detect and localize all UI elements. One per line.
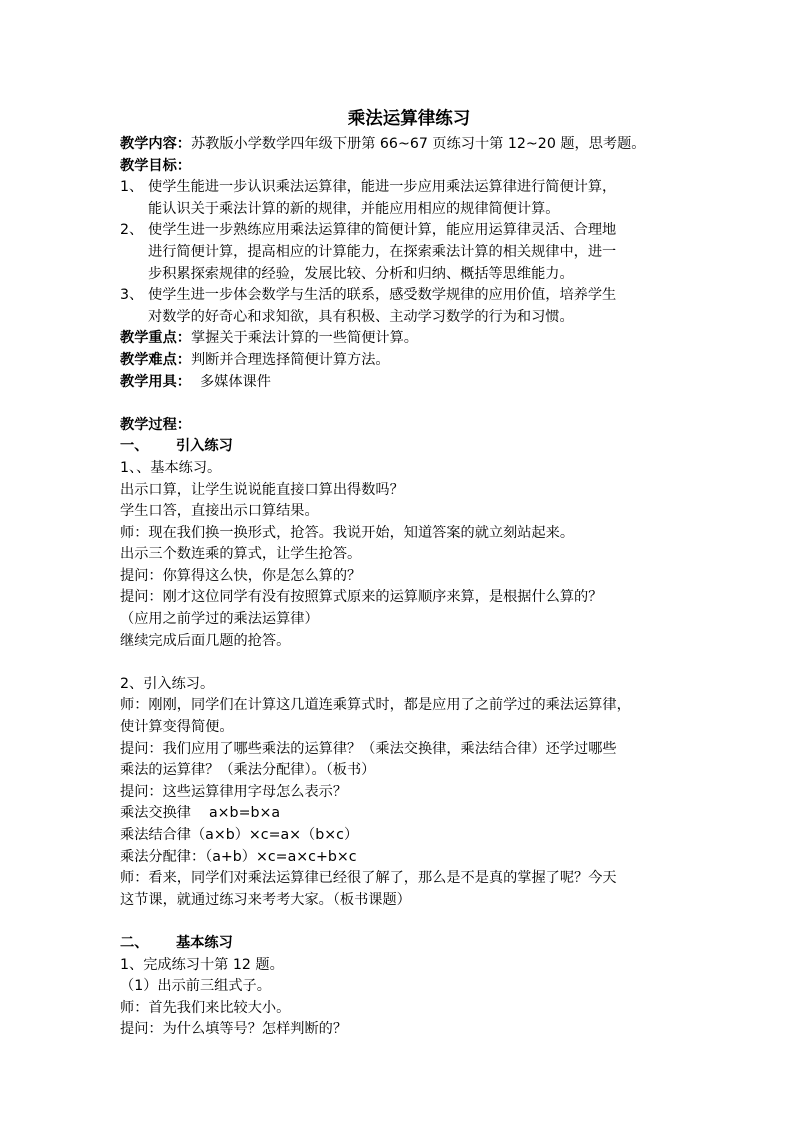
paragraph-line: （应用之前学过的乘法运算律） bbox=[120, 611, 319, 628]
objective-item bbox=[120, 220, 680, 285]
paragraph-line: 1、、基本练习。 bbox=[120, 459, 222, 476]
formula-line: 乘法结合律（a×b）×c=a×（b×c） bbox=[120, 827, 359, 843]
formula-line: 乘法交换律 a×b=b×a bbox=[120, 805, 281, 822]
section-title: 基本练习 bbox=[176, 934, 233, 951]
document-title: 乘法运算律练习 bbox=[347, 109, 471, 129]
paragraph-line: 学生口答，直接出示口算结果。 bbox=[120, 503, 319, 520]
paragraph-line: 这节课，就通过练习来考考大家。（板书课题） bbox=[120, 891, 411, 908]
section-heading bbox=[120, 436, 680, 458]
spacer bbox=[120, 911, 680, 933]
difficulty bbox=[120, 350, 680, 372]
difficulty-label: 教学难点： bbox=[120, 351, 191, 368]
paragraph-line: 1、完成练习十第 12 题。 bbox=[120, 956, 284, 973]
objective-line: 使学生进一步熟练应用乘法运算律的简便计算，能应用运算律灵活、合理地 bbox=[148, 222, 617, 239]
paragraph-line: 乘法的运算律？（乘法分配律）。（板书） bbox=[120, 762, 376, 779]
objective-number: 2、 bbox=[120, 222, 144, 239]
paragraph-line: 师：首先我们来比较大小。 bbox=[120, 999, 291, 1016]
teaching-content bbox=[120, 134, 680, 156]
teaching-tools-label: 教学用具： bbox=[120, 373, 191, 390]
section-heading bbox=[120, 933, 680, 955]
paragraph-line: 提问：你算得这么快，你是怎么算的？ bbox=[120, 567, 362, 584]
block-exercise bbox=[120, 955, 680, 1041]
teaching-content-label: 教学内容： bbox=[120, 136, 191, 152]
paragraph-line: 师：看来，同学们对乘法运算律已经很了解了，那么是不是真的掌握了呢？今天 bbox=[120, 870, 617, 887]
paragraph-line: 继续完成后面几题的抢答。 bbox=[120, 632, 291, 649]
teaching-content-text: 苏教版小学数学四年级下册第 66~67 页练习十第 12~20 题，思考题。 bbox=[190, 136, 646, 152]
objective-number: 1、 bbox=[120, 179, 144, 196]
objective-item bbox=[120, 285, 680, 328]
spacer bbox=[120, 652, 680, 674]
teaching-tools-text: 多媒体课件 bbox=[190, 373, 271, 390]
paragraph-line: 2、引入练习。 bbox=[120, 675, 215, 692]
paragraph-line: 师：刚刚，同学们在计算这几道连乘算式时，都是应用了之前学过的乘法运算律， bbox=[120, 697, 631, 714]
paragraph-line: 提问：刚才这位同学有没有按照算式原来的运算顺序来算，是根据什么算的？ bbox=[120, 589, 603, 606]
block-basic-practice bbox=[120, 458, 680, 652]
process-label: 教学过程： bbox=[120, 416, 191, 433]
paragraph-line: （1）出示前三组式子。 bbox=[120, 978, 271, 995]
section-number: 一、 bbox=[120, 438, 149, 455]
objective-line: 使学生能进一步认识乘法运算律，能进一步应用乘法运算律进行简便计算， bbox=[148, 179, 617, 196]
paragraph-line: 出示口算，让学生说说能直接口算出得数吗？ bbox=[120, 481, 404, 498]
paragraph-line: 提问：我们应用了哪些乘法的运算律？（乘法交换律，乘法结合律）还学过哪些 bbox=[120, 740, 617, 757]
section-number: 二、 bbox=[120, 934, 149, 951]
formula-line: 乘法分配律：（a+b）×c=a×c+b×c bbox=[120, 848, 357, 865]
paragraph-line: 出示三个数连乘的算式，让学生抢答。 bbox=[120, 546, 362, 563]
key-point bbox=[120, 328, 680, 350]
paragraph-line: 师：现在我们换一换形式，抢答。我说开始，知道答案的就立刻站起来。 bbox=[120, 524, 575, 541]
spacer bbox=[120, 393, 680, 415]
objective-item bbox=[120, 177, 680, 220]
key-point-text: 掌握关于乘法计算的一些简便计算。 bbox=[190, 330, 418, 347]
block-intro-practice bbox=[120, 674, 680, 912]
objective-line: 步积累探索规律的经验，发展比较、分析和归纳、概括等思维能力。 bbox=[148, 265, 574, 282]
teaching-tools bbox=[120, 372, 680, 394]
document-page bbox=[120, 104, 680, 1041]
objective-number: 3、 bbox=[120, 287, 144, 304]
section-title: 引入练习 bbox=[176, 438, 233, 455]
key-point-label: 教学重点： bbox=[120, 330, 191, 347]
objective-line: 进行简便计算，提高相应的计算能力，在探索乘法计算的相关规律中，进一 bbox=[148, 243, 617, 260]
objective-line: 对数学的好奇心和求知欲，具有积极、主动学习数学的行为和习惯。 bbox=[148, 308, 574, 325]
objectives-label: 教学目标： bbox=[120, 157, 191, 174]
paragraph-line: 提问：这些运算律用字母怎么表示？ bbox=[120, 783, 348, 800]
paragraph-line: 提问：为什么填等号？怎样判断的？ bbox=[120, 1021, 348, 1038]
objective-line: 使学生进一步体会数学与生活的联系，感受数学规律的应用价值，培养学生 bbox=[148, 287, 617, 304]
paragraph-line: 使计算变得简便。 bbox=[120, 719, 234, 736]
difficulty-text: 判断并合理选择简便计算方法。 bbox=[190, 351, 390, 368]
objective-line: 能认识关于乘法计算的新的规律，并能应用相应的规律简便计算。 bbox=[148, 200, 560, 217]
